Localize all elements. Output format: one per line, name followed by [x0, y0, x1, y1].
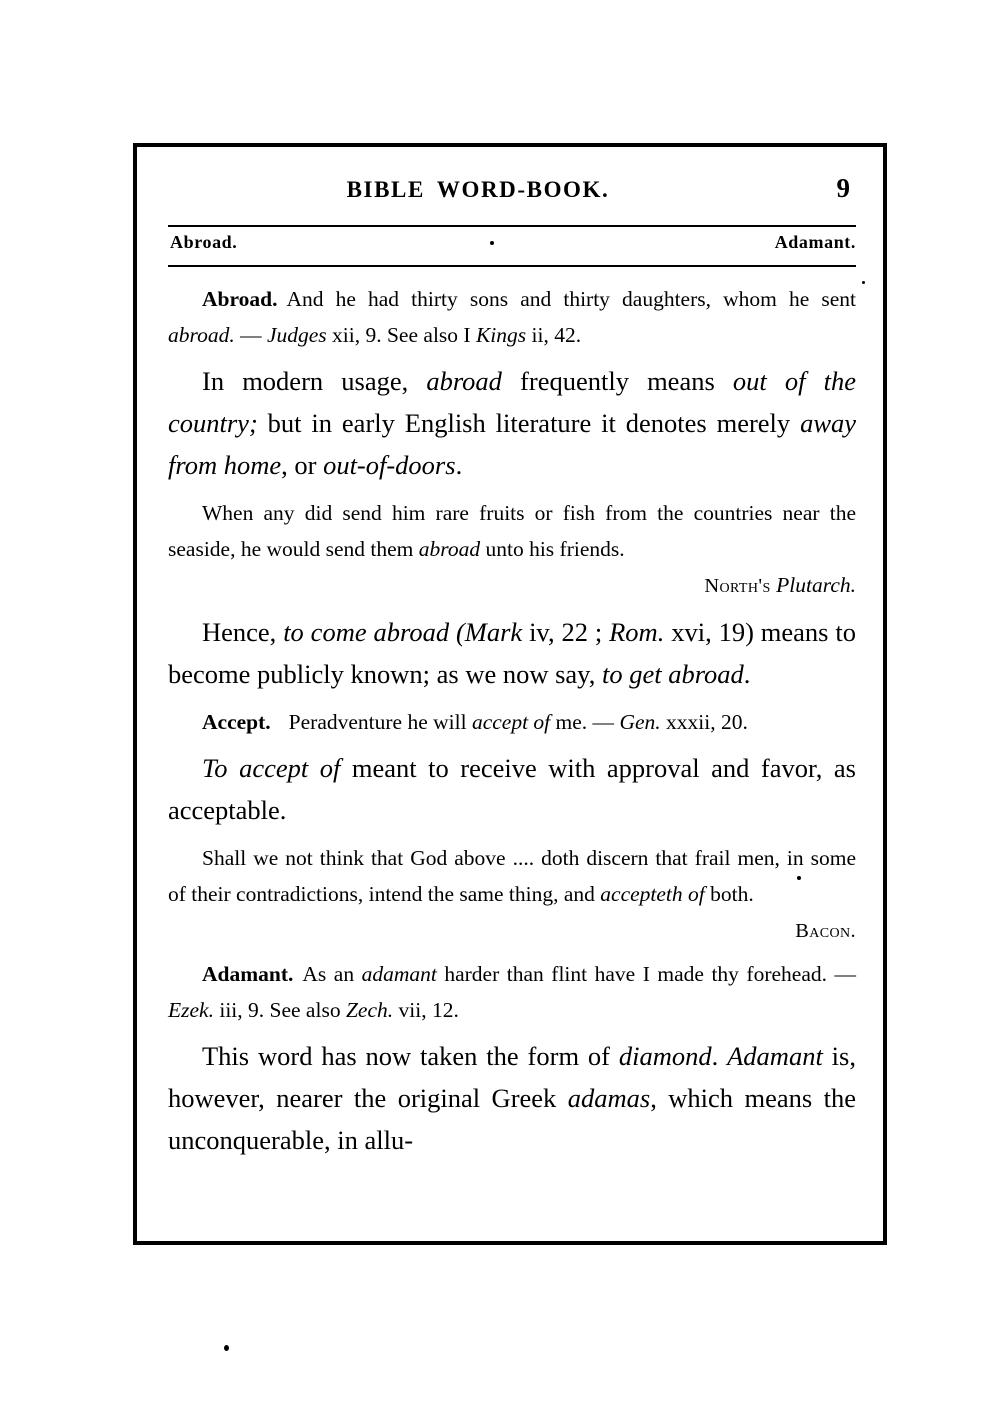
text: is, however, nearer the original Greek [168, 1041, 856, 1113]
text-italic: abroad [426, 366, 502, 396]
text: This word has now taken the form of [202, 1041, 619, 1071]
text-italic: Rom. [609, 617, 665, 647]
text: Peradventure he will [288, 710, 472, 734]
text-italic: Zech. [345, 998, 394, 1022]
text: iii, 9. See also [213, 998, 346, 1022]
text-italic: adamant [361, 962, 437, 986]
running-head-left: Abroad. [170, 232, 238, 252]
text: . [455, 450, 463, 480]
text-italic: Judges [266, 323, 327, 347]
entry-abroad-commentary [168, 360, 856, 486]
text: In modern usage, [202, 366, 427, 396]
text: . [743, 659, 751, 689]
text: but in early English literature it denotes merely [257, 408, 801, 438]
text: xii, 9. See also I [326, 323, 476, 347]
body-column [168, 281, 856, 1161]
scan-speck-icon [797, 876, 801, 880]
text: As an [302, 962, 362, 986]
text-italic: Kings [475, 323, 527, 347]
text: harder than flint have I made thy forehead. — [436, 962, 856, 986]
text-italic: To accept of [202, 753, 341, 783]
text: ii, 42. [526, 323, 582, 347]
text-italic: accepteth of [600, 882, 705, 906]
running-heads [168, 227, 856, 261]
text-italic: Ezek. [168, 998, 214, 1022]
header-rule-bottom [168, 265, 856, 267]
text: And he had thirty sons and thirty daughters, whom he sent [286, 287, 856, 311]
text: . [711, 1041, 728, 1071]
scan-speck-icon [224, 1345, 229, 1351]
text-italic: abroad [418, 537, 481, 561]
text: Hence, [202, 617, 284, 647]
page-border-frame [133, 143, 887, 1245]
attribution-author: Bacon. [795, 920, 856, 942]
entry-adamant-scripture [168, 956, 856, 1028]
entry-headword-accept: Accept. [202, 710, 271, 734]
entry-abroad-commentary-2 [168, 611, 856, 695]
text: vii, 12. [393, 998, 459, 1022]
text: both. [704, 882, 754, 906]
entry-accept-quotation [168, 840, 856, 949]
running-head-right: Adamant. [774, 232, 856, 252]
page-header [168, 169, 856, 219]
text-italic: accept of [471, 710, 551, 734]
text: iv, 22 ; [522, 617, 610, 647]
text: , or [281, 450, 324, 480]
text-italic: away from home [168, 408, 856, 480]
text: xvi, 19) means to become publicly known; as we now say, [168, 617, 856, 689]
text-italic: out-of-doors [323, 450, 456, 480]
entry-accept-commentary [168, 747, 856, 831]
text-italic: diamond [618, 1041, 712, 1071]
text: — [234, 323, 267, 347]
quotation-attribution [168, 567, 856, 604]
attribution-work: Plutarch. [776, 573, 856, 597]
text: unto his friends. [480, 537, 625, 561]
attribution-author: North's [704, 575, 777, 597]
text-italic: abroad. [168, 323, 235, 347]
page-content [168, 169, 856, 1170]
page-number: 9 [836, 173, 850, 203]
text: frequently means [501, 366, 733, 396]
text: Shall we not think that God above .... doth discern that frail men, in some of their contradictions, intend the same thing, and [168, 846, 856, 906]
text: xxxii, 20. [660, 710, 748, 734]
entry-headword-abroad: Abroad. [202, 287, 278, 311]
quotation-attribution [168, 912, 856, 949]
entry-adamant-commentary [168, 1035, 856, 1161]
entry-headword-adamant: Adamant. [202, 962, 294, 986]
entry-accept-scripture [168, 704, 856, 740]
book-title: BIBLE WORD-BOOK. [346, 177, 610, 202]
text-italic: to get abroad [601, 659, 744, 689]
text: , which means the unconquerable, in allu- [168, 1083, 856, 1155]
text: When any did send him rare fruits or fish from the countries near the seaside, he would send them [168, 501, 856, 561]
scan-speck-icon [862, 281, 865, 284]
text-italic: out of the country; [168, 366, 856, 438]
text: meant to receive with approval and favor, as acceptable. [168, 753, 856, 825]
text: me. — [550, 710, 620, 734]
text-italic: to come abroad (Mark [283, 617, 523, 647]
text-italic: adamas [567, 1083, 651, 1113]
scan-speck-icon [490, 241, 494, 245]
entry-abroad-scripture [168, 281, 856, 353]
text-italic: Adamant [727, 1041, 823, 1071]
entry-abroad-quotation [168, 495, 856, 604]
text-italic: Gen. [619, 710, 661, 734]
